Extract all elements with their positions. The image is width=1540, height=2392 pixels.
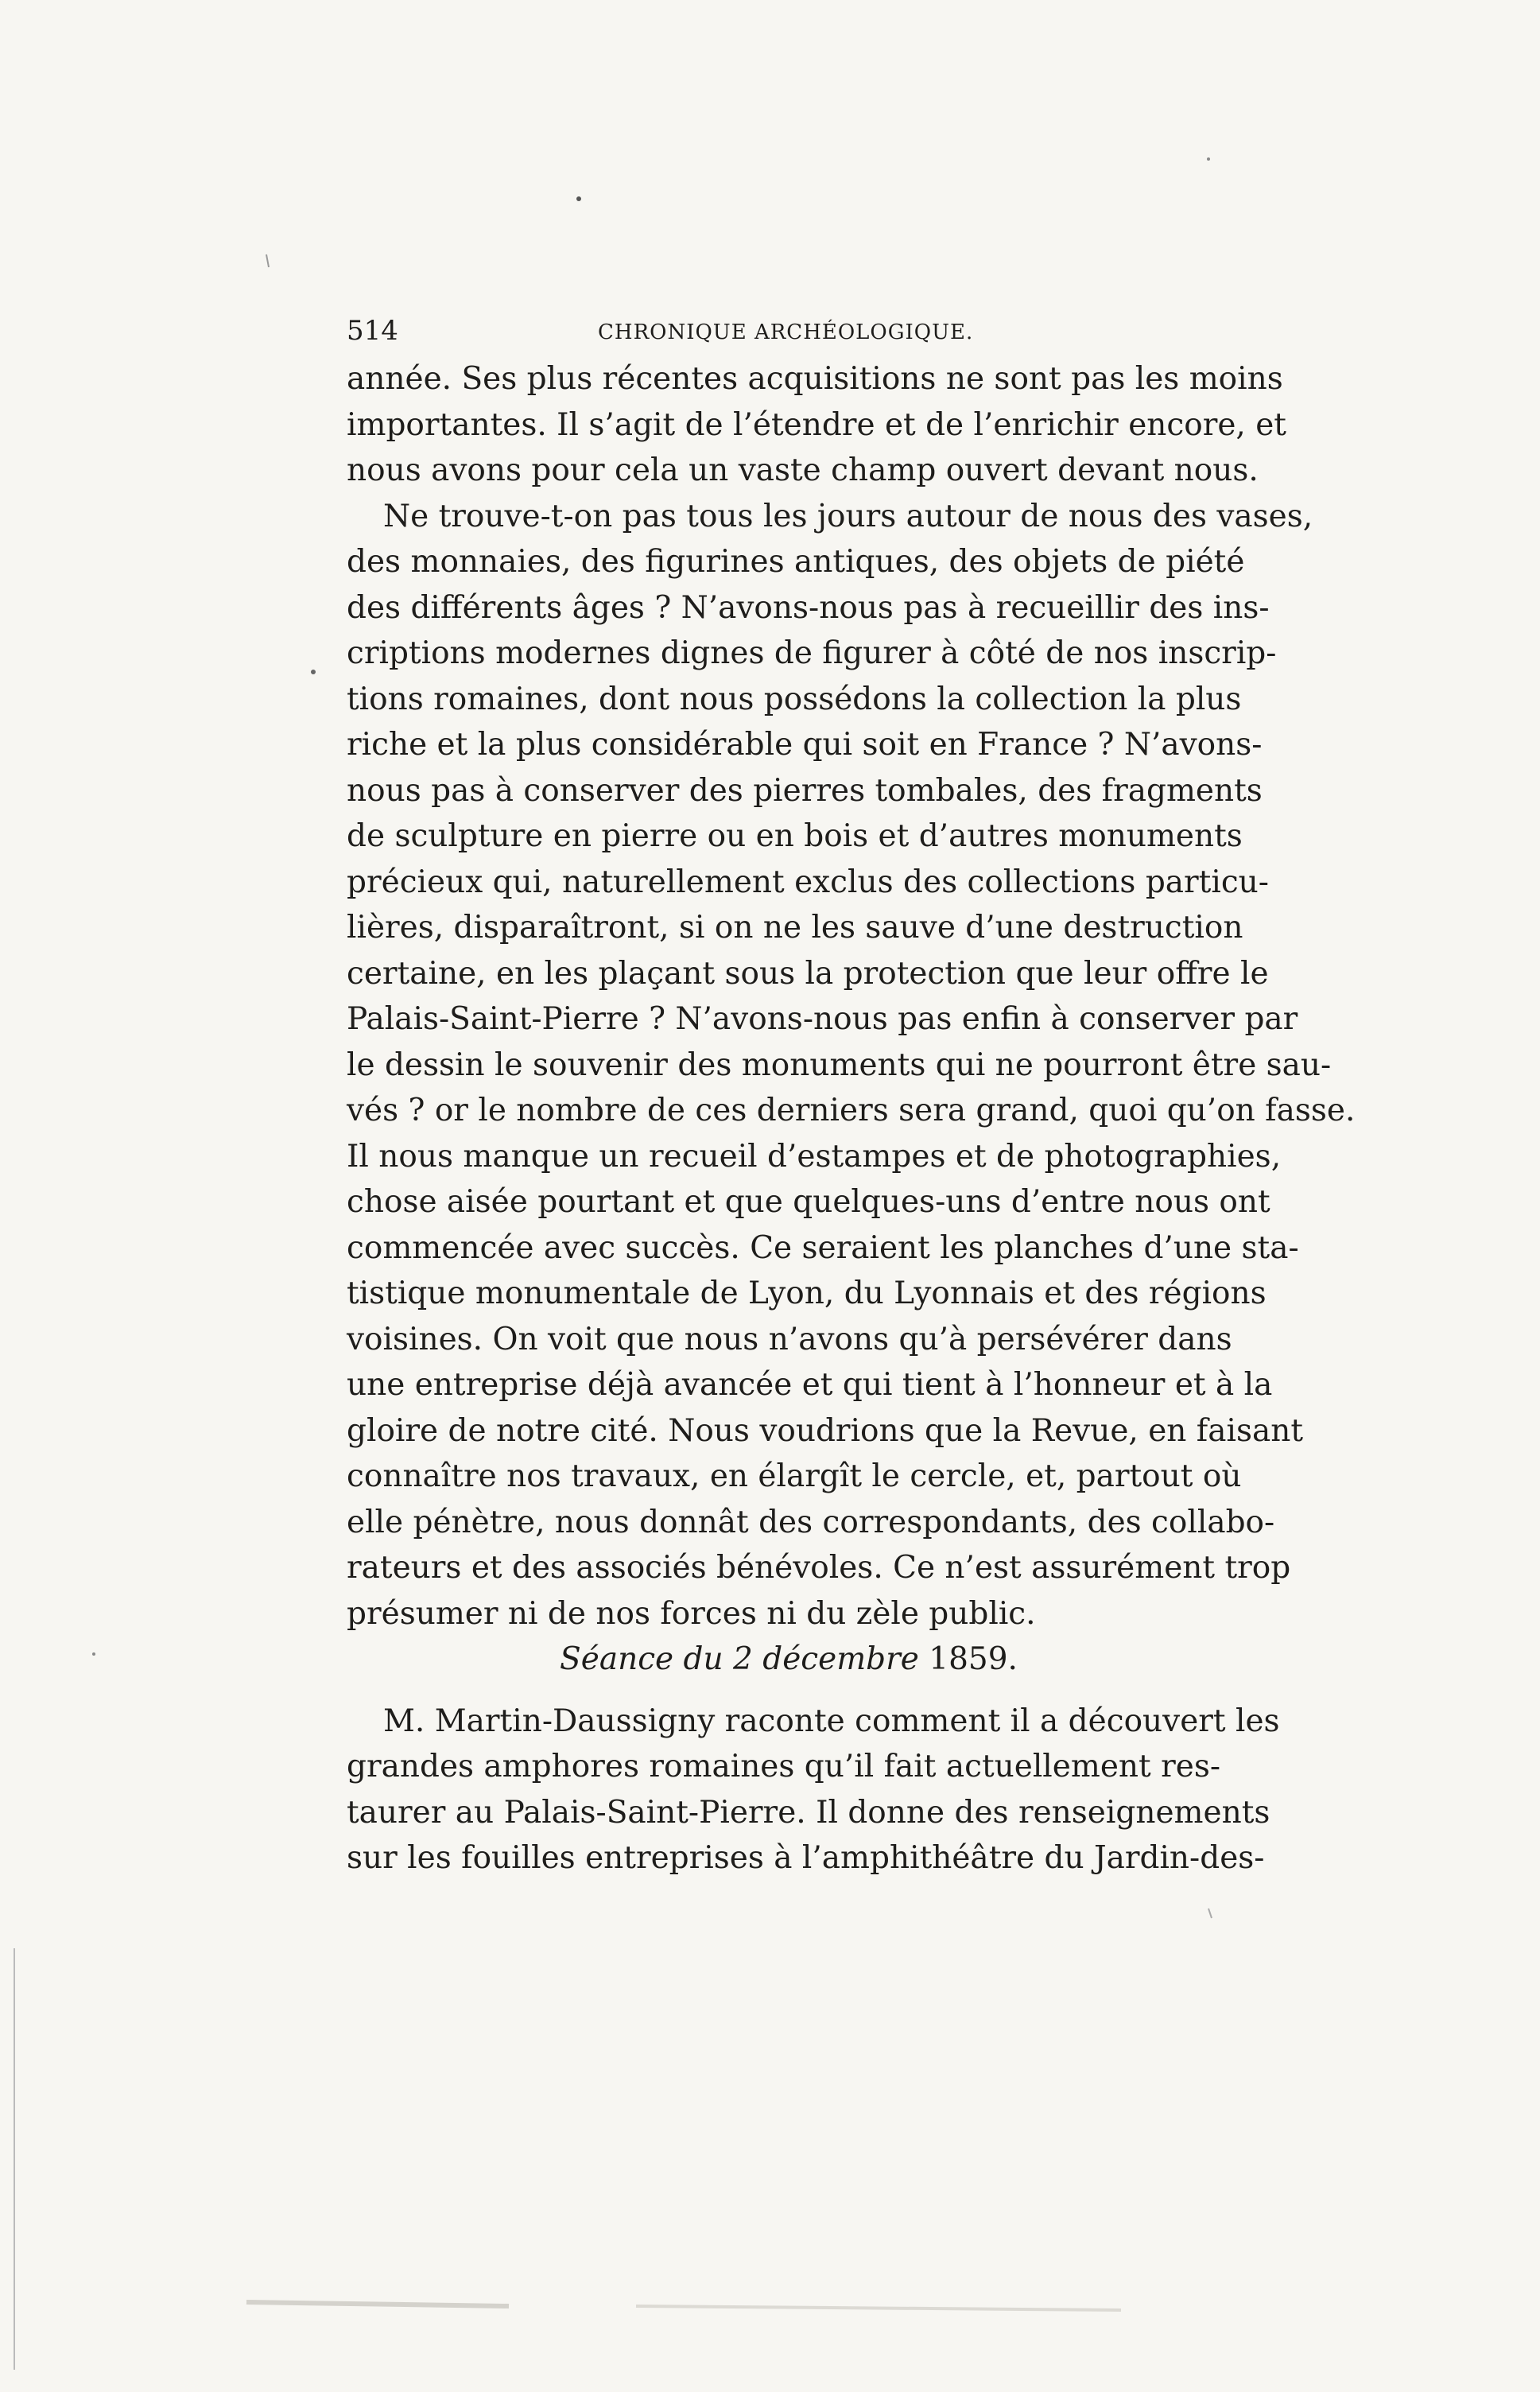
text-line: riche et la plus considérable qui soit en France ? N’avons- <box>347 727 1263 763</box>
text-line: des monnaies, des figurines antiques, des objets de piété <box>347 544 1245 580</box>
speck <box>1207 157 1210 161</box>
text-line: nous pas à conserver des pierres tombales, des fragments <box>347 772 1263 809</box>
text-line: taurer au Palais-Saint-Pierre. Il donne des renseignements <box>347 1794 1270 1831</box>
running-head <box>347 312 1199 350</box>
speck <box>92 1652 95 1656</box>
session-year: 1859. <box>929 1641 1018 1677</box>
text-line: année. Ses plus récentes acquisitions ne sont pas les moins <box>347 361 1283 397</box>
text-line: commencée avec succès. Ce seraient les planches d’une sta- <box>347 1229 1299 1266</box>
text-line: tions romaines, dont nous possédons la collection la plus <box>347 681 1242 717</box>
text-line: lières, disparaîtront, si on ne les sauve d’une destruction <box>347 910 1243 946</box>
text-line: certaine, en les plaçant sous la protection que leur offre le <box>347 955 1269 992</box>
page-number: 514 <box>347 315 398 347</box>
paragraph-end-line: présumer ni de nos forces ni du zèle public. <box>347 1595 1036 1632</box>
speck <box>1208 1909 1212 1918</box>
text-line: le dessin le souvenir des monuments qui ne pourront être sau- <box>347 1046 1332 1083</box>
speck <box>266 254 269 267</box>
speck <box>576 196 581 201</box>
text-line: nous avons pour cela un vaste champ ouvert devant nous. <box>347 452 1259 488</box>
text-line: une entreprise déjà avancée et qui tient à l’honneur et à la <box>347 1367 1273 1403</box>
text-line: chose aisée pourtant et que quelques-uns d’entre nous ont <box>347 1184 1270 1220</box>
text-line: rateurs et des associés bénévoles. Ce n’est assurément trop <box>347 1550 1291 1586</box>
text-line: Palais-Saint-Pierre ? N’avons-nous pas enfin à conserver par <box>347 1001 1298 1037</box>
text-line: vés ? or le nombre de ces derniers sera grand, quoi qu’on fasse. <box>347 1093 1356 1128</box>
session-heading <box>347 1637 1199 1683</box>
paragraph-start-line: M. Martin-Daussigny raconte comment il a découvert les <box>383 1703 1280 1739</box>
text-line: de sculpture en pierre ou en bois et d’autres monuments <box>347 818 1243 854</box>
faded-marks <box>636 2306 1121 2310</box>
text-line: sur les fouilles entreprises à l’amphithéâtre du Jardin-des- <box>347 1840 1265 1876</box>
text-line: elle pénètre, nous donnât des correspondants, des collabo- <box>347 1504 1275 1540</box>
session-date: Séance du 2 décembre <box>560 1641 919 1677</box>
spacer <box>347 1683 1199 1699</box>
paragraph-start-line: Ne trouve-t-on pas tous les jours autour de nous des vases, <box>383 498 1313 534</box>
body-text <box>347 356 1356 1881</box>
text-line: tistique monumentale de Lyon, du Lyonnais et des régions <box>347 1276 1267 1311</box>
text-line: importantes. Il s’agit de l’étendre et de l’enrichir encore, et <box>347 406 1286 443</box>
speck <box>311 670 316 674</box>
text-line: Il nous manque un recueil d’estampes et de photographies, <box>347 1138 1282 1175</box>
running-title: CHRONIQUE ARCHÉOLOGIQUE. <box>598 320 974 344</box>
text-line: criptions modernes dignes de figurer à côté de nos inscrip- <box>347 635 1277 671</box>
text-line: précieux qui, naturellement exclus des collections particu- <box>347 864 1269 900</box>
text-line: des différents âges ? N’avons-nous pas à recueillir des ins- <box>347 589 1270 626</box>
text-line: connaître nos travaux, en élargît le cercle, et, partout où <box>347 1458 1242 1494</box>
text-line: grandes amphores romaines qu’il fait actuellement res- <box>347 1749 1221 1784</box>
faded-marks <box>246 2302 509 2306</box>
text-line: gloire de notre cité. Nous voudrions que la Revue, en faisant <box>347 1412 1304 1449</box>
text-line: voisines. On voit que nous n’avons qu’à persévérer dans <box>347 1321 1232 1357</box>
